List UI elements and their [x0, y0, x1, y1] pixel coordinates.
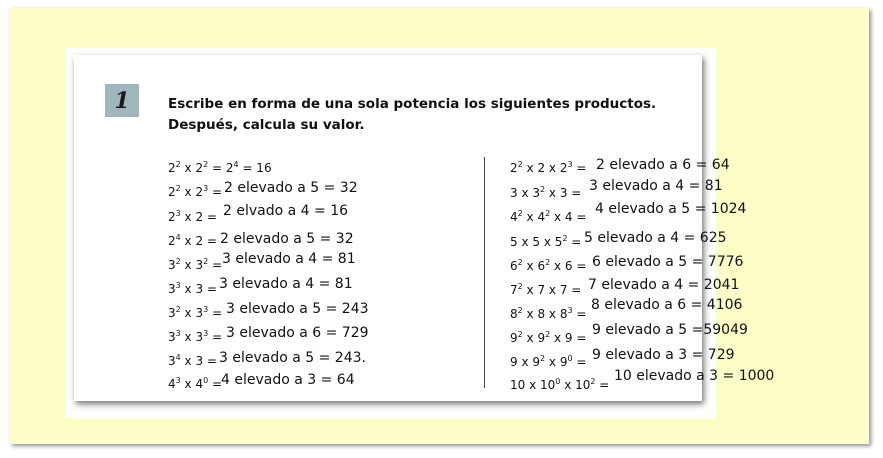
expr-base: 10: [575, 378, 591, 392]
expr-exponent: 2: [517, 209, 523, 218]
expr-base: =: [567, 235, 582, 249]
expr-base: = 16: [238, 161, 272, 175]
expr-base: x: [180, 161, 196, 175]
expr-base: 9: [510, 331, 518, 345]
expr-exponent: 2: [590, 377, 596, 386]
expr-base: 4: [168, 377, 176, 391]
expr-base: 9: [537, 331, 546, 345]
right_column-expression: [510, 279, 581, 298]
expr-exponent: 2: [562, 234, 568, 243]
left_column-expression: [168, 206, 217, 225]
expr-base: 8: [559, 307, 568, 321]
expr-exponent: 3: [203, 184, 209, 193]
expr-base: x: [180, 377, 196, 391]
expr-exponent: 0: [203, 376, 209, 385]
expr-base: 9 x: [510, 355, 533, 369]
expr-base: =: [208, 185, 223, 199]
expr-base: 6: [537, 259, 546, 273]
expr-base: 5: [554, 235, 563, 249]
expr-exponent: 4: [175, 233, 181, 242]
expr-base: 2: [225, 161, 234, 175]
left_column-answer: 3 elevado a 6 = 729: [226, 325, 369, 341]
expr-exponent: 2: [175, 184, 181, 193]
left_column-answer: 3 elevado a 5 = 243.: [219, 350, 366, 366]
left_column-answer: 2 elevado a 5 = 32: [220, 231, 354, 247]
expr-base: x: [545, 355, 560, 369]
left_column-expression: [168, 278, 217, 297]
expr-base: 3: [168, 306, 176, 320]
expr-exponent: 2: [175, 305, 181, 314]
expr-exponent: 3: [203, 329, 209, 338]
expr-base: 2: [168, 234, 176, 248]
left_column-answer: 2 elevado a 5 = 32: [224, 180, 358, 196]
expr-base: 6: [510, 259, 518, 273]
expr-base: 3: [532, 186, 541, 200]
expr-base: =: [208, 377, 223, 391]
expr-base: 3: [168, 354, 176, 368]
expr-base: x 9 =: [550, 331, 587, 345]
expr-exponent: 2: [175, 160, 181, 169]
right_column-answer: 10 elevado a 3 = 1000: [614, 368, 775, 384]
expr-base: x 8 x: [522, 307, 560, 321]
right_column-answer: 4 elevado a 5 = 1024: [595, 201, 747, 217]
expr-exponent: 2: [203, 160, 209, 169]
expr-base: 3: [195, 258, 204, 272]
left_column-expression: [168, 326, 222, 345]
expr-base: 3: [168, 282, 176, 296]
right_column-answer: 9 elevado a 3 = 729: [592, 347, 735, 363]
left_column-expression: [168, 230, 217, 249]
expr-base: x 2 =: [180, 234, 217, 248]
expr-base: 3: [168, 330, 176, 344]
expr-base: 2: [195, 185, 204, 199]
right_column-answer: 7 elevado a 4 = 2041: [588, 277, 740, 293]
left_column-expression: [168, 350, 217, 369]
expr-base: 4: [510, 210, 518, 224]
expr-base: x 4 =: [550, 210, 587, 224]
expr-base: x: [180, 330, 196, 344]
expr-exponent: 2: [540, 185, 546, 194]
expr-base: 2: [168, 161, 176, 175]
expr-base: =: [595, 378, 610, 392]
expr-base: 4: [195, 377, 204, 391]
right_column-expression: [510, 182, 581, 201]
expr-base: 3 x: [510, 186, 533, 200]
exercise-number: 1: [105, 84, 139, 117]
expr-exponent: 2: [517, 306, 523, 315]
expr-base: x: [180, 306, 196, 320]
left_column-answer: 3 elevado a 4 = 81: [222, 251, 356, 267]
expr-exponent: 0: [555, 377, 561, 386]
expr-base: x: [522, 210, 538, 224]
expr-base: x: [180, 258, 196, 272]
column-divider: [484, 157, 485, 388]
expr-base: =: [208, 258, 223, 272]
instruction-line-2: Después, calcula su valor.: [168, 117, 365, 133]
expr-base: 2: [168, 210, 176, 224]
right_column-answer: 2 elevado a 6 = 64: [596, 157, 730, 173]
expr-exponent: 2: [545, 258, 551, 267]
right_column-expression: [510, 327, 586, 346]
expr-base: x: [522, 259, 538, 273]
instruction-line-1: Escribe en forma de una sola potencia los siguientes productos.: [168, 96, 657, 112]
expr-base: 5 x 5 x: [510, 235, 555, 249]
expr-exponent: 4: [175, 353, 181, 362]
expr-base: 2: [559, 161, 568, 175]
right_column-answer: 6 elevado a 5 = 7776: [592, 254, 744, 270]
expr-exponent: 2: [517, 330, 523, 339]
expr-exponent: 3: [203, 305, 209, 314]
expr-base: x 6 =: [550, 259, 587, 273]
expr-base: x 2 =: [180, 210, 217, 224]
expr-base: 7: [510, 283, 518, 297]
right_column-answer: 8 elevado a 6 = 4106: [591, 297, 743, 313]
expr-base: 10 x: [510, 378, 540, 392]
expr-base: x 3 =: [180, 354, 217, 368]
expr-base: =: [208, 161, 226, 175]
right_column-expression: [510, 303, 586, 322]
expr-exponent: 2: [545, 330, 551, 339]
right_column-expression: [510, 351, 586, 370]
expr-exponent: 3: [567, 160, 573, 169]
right_column-expression: [510, 157, 586, 176]
expr-base: 9: [559, 355, 568, 369]
expr-base: =: [572, 355, 587, 369]
expr-base: 4: [537, 210, 546, 224]
expr-exponent: 2: [545, 209, 551, 218]
expr-base: x 2 x: [522, 161, 560, 175]
left_column-answer: 2 elvado a 4 = 16: [223, 203, 349, 219]
left_column-expression: [168, 157, 272, 176]
expr-exponent: 3: [175, 209, 181, 218]
expr-base: 3: [195, 330, 204, 344]
right_column-expression: [510, 374, 609, 393]
expr-exponent: 3: [567, 306, 573, 315]
expr-exponent: 2: [517, 258, 523, 267]
left_column-answer: 3 elevado a 4 = 81: [219, 276, 353, 292]
expr-base: 3: [195, 306, 204, 320]
expr-exponent: 2: [517, 282, 523, 291]
expr-base: =: [208, 330, 223, 344]
left_column-expression: [168, 373, 222, 392]
expr-exponent: 3: [175, 281, 181, 290]
right_column-answer: 9 elevado a 5 =59049: [592, 322, 748, 338]
expr-exponent: 4: [233, 160, 239, 169]
right_column-answer: 5 elevado a 4 = 625: [584, 230, 727, 246]
expr-base: 2: [195, 161, 204, 175]
expr-base: 3: [168, 258, 176, 272]
expr-base: x 3 =: [545, 186, 582, 200]
left_column-expression: [168, 181, 222, 200]
expr-base: x 7 x 7 =: [522, 283, 582, 297]
expr-base: =: [572, 161, 587, 175]
expr-base: 9: [532, 355, 541, 369]
expr-exponent: 3: [175, 376, 181, 385]
expr-base: 10: [540, 378, 556, 392]
left_column-answer: 4 elevado a 3 = 64: [221, 372, 355, 388]
expr-base: x: [522, 331, 538, 345]
expr-base: x: [180, 185, 196, 199]
expr-base: x: [560, 378, 576, 392]
expr-base: =: [572, 307, 587, 321]
expr-base: x 3 =: [180, 282, 217, 296]
left_column-answer: 3 elevado a 5 = 243: [226, 301, 369, 317]
right_column-expression: [510, 255, 586, 274]
left_column-expression: [168, 302, 222, 321]
expr-exponent: 3: [175, 329, 181, 338]
expr-exponent: 2: [175, 257, 181, 266]
expr-base: 2: [510, 161, 518, 175]
expr-exponent: 0: [567, 354, 573, 363]
right_column-expression: [510, 206, 586, 225]
expr-exponent: 2: [203, 257, 209, 266]
right_column-answer: 3 elevado a 4 = 81: [589, 178, 723, 194]
left_column-expression: [168, 254, 222, 273]
expr-exponent: 2: [517, 160, 523, 169]
expr-base: 8: [510, 307, 518, 321]
expr-base: =: [208, 306, 223, 320]
right_column-expression: [510, 231, 581, 250]
expr-exponent: 2: [540, 354, 546, 363]
expr-base: 2: [168, 185, 176, 199]
